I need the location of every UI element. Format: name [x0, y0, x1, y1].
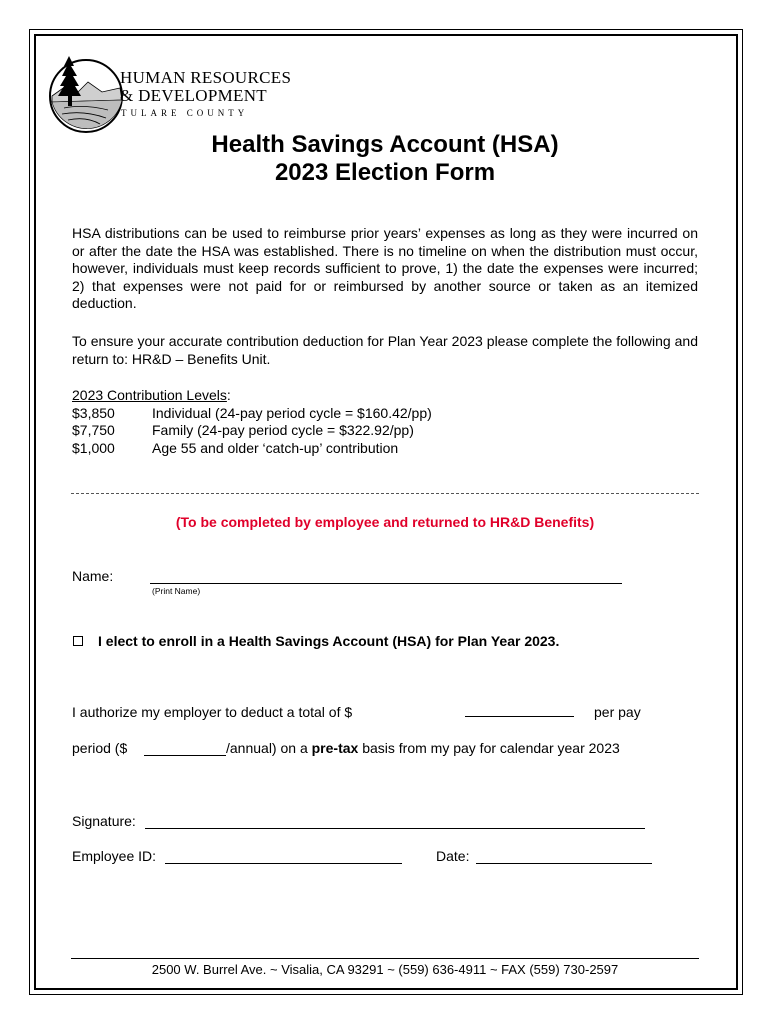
- name-label: Name:: [72, 568, 114, 584]
- org-name-line2: & DEVELOPMENT: [120, 86, 267, 105]
- date-label: Date:: [436, 848, 470, 864]
- org-county: TULARE COUNTY: [121, 108, 249, 118]
- form-title: Health Savings Account (HSA): [211, 131, 559, 158]
- employee-id-label: Employee ID:: [72, 848, 157, 864]
- footer-divider: [71, 958, 699, 959]
- level-row: [72, 440, 432, 458]
- pretax-text: /annual) on a pre-tax basis from my pay for calendar year 2023: [226, 740, 620, 756]
- signature-field[interactable]: [145, 813, 645, 829]
- authorize-text: I authorize my employer to deduct a total of $: [72, 704, 353, 720]
- footer-address: 2500 W. Burrel Ave. ~ Visalia, CA 93291 ~ (559) 636-4911 ~ FAX (559) 730-2597: [151, 962, 619, 977]
- level-amount: $7,750: [72, 422, 115, 438]
- level-description: Individual (24-pay period cycle = $160.42/pp): [152, 404, 432, 421]
- level-description: Age 55 and older ‘catch-up’ contribution: [152, 439, 399, 456]
- contribution-levels-heading: 2023 Contribution Levels: [72, 387, 227, 403]
- form-subtitle: 2023 Election Form: [274, 159, 496, 186]
- org-name-line1: HUMAN RESOURCES: [120, 68, 292, 87]
- completion-instruction: (To be completed by employee and returned to HR&D Benefits): [175, 514, 595, 530]
- enroll-checkbox[interactable]: [73, 636, 83, 646]
- employee-id-field[interactable]: [165, 848, 402, 864]
- date-field[interactable]: [476, 848, 652, 864]
- enroll-statement: I elect to enroll in a Health Savings Account (HSA) for Plan Year 2023.: [98, 633, 560, 649]
- period-text: period ($: [72, 740, 128, 756]
- level-amount: $3,850: [72, 404, 115, 421]
- name-field[interactable]: [150, 568, 622, 584]
- tulare-county-logo: [44, 50, 128, 134]
- level-description: Family (24-pay period cycle = $322.92/pp): [152, 422, 414, 438]
- annual-amount-field[interactable]: [144, 740, 226, 756]
- intro-paragraph-2: To ensure your accurate contribution deduction for Plan Year 2023 please complete the following and return to: HR&D – Benefits Unit.: [72, 333, 698, 367]
- signature-label: Signature:: [72, 813, 136, 829]
- level-amount: $1,000: [72, 439, 115, 456]
- per-pay-amount-field[interactable]: [465, 716, 574, 717]
- intro-paragraph-1: HSA distributions can be used to reimburse prior years’ expenses as long as they were incurred on or after the date the HSA was established. There is no timeline on when the distribution must occur, however, individuals must keep records sufficient to prove, 1) the date the expenses were incurred; 2) that expenses were not paid for or reimbursed by another source or taken as an itemized deduction.: [72, 225, 698, 311]
- per-pay-text: per pay: [594, 704, 641, 720]
- contribution-levels: 2023 Contribution Levels: $3,850 Individual (24-pay period cycle = $160.42/pp) $7,750 Family (24-pay period cycle = $322.92/pp) $1,000 Age 55 and older ‘catch-up’ contribution: [72, 387, 432, 456]
- level-row: [72, 405, 432, 423]
- level-row: [72, 422, 432, 440]
- name-hint: (Print Name): [152, 586, 201, 596]
- cut-line-divider: [71, 493, 699, 494]
